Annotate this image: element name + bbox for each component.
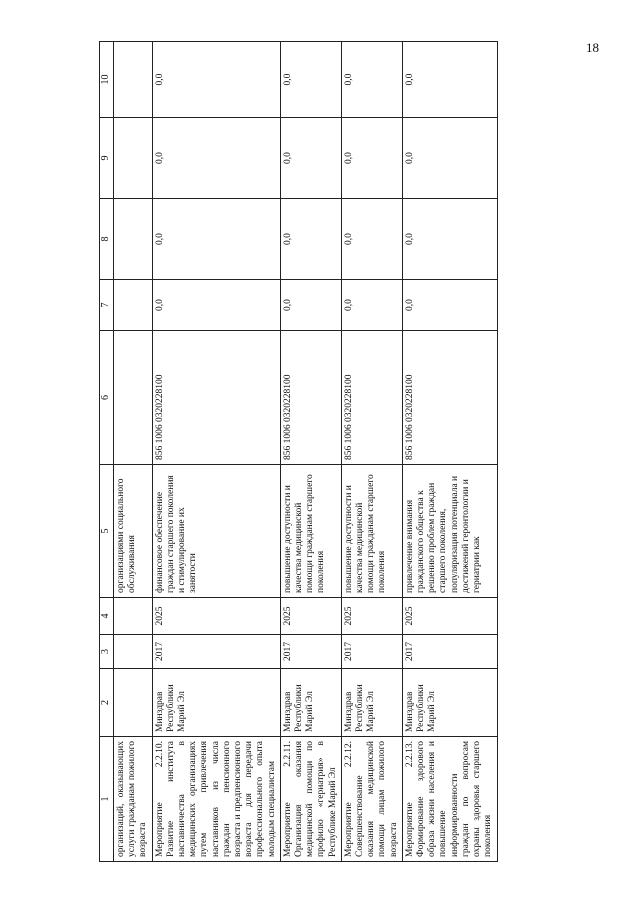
- program-table-rotated: [99, 42, 547, 862]
- cell-value-8: 0,0: [402, 199, 497, 280]
- cell-result: привлечение внимания гражданского общества к решению проблем граждан старшего поколения, популяризация потенциала и достижений геронтологии и гериатрии как: [402, 465, 497, 598]
- table-row: [341, 42, 402, 862]
- cell-value-10: 0,0: [280, 42, 341, 118]
- cell-end-year: 2025: [402, 598, 497, 635]
- cell-code: 856 1006 0320228100: [341, 331, 402, 465]
- cell-executor: Минздрав Республики Марий Эл: [341, 669, 402, 737]
- header-cell-3: 3: [100, 635, 114, 669]
- cell-start-year: 2017: [341, 635, 402, 669]
- cell-value-10: 0,0: [402, 42, 497, 118]
- cell-value-7: 0,0: [341, 280, 402, 331]
- cell-value-7: [114, 280, 153, 331]
- header-cell-1: 1: [100, 737, 114, 862]
- cell-value-8: 0,0: [341, 199, 402, 280]
- cell-start-year: [114, 635, 153, 669]
- page-number: 18: [586, 40, 599, 55]
- header-cell-4: 4: [100, 598, 114, 635]
- header-cell-2: 2: [100, 669, 114, 737]
- table-row: [152, 42, 280, 862]
- cell-start-year: 2017: [402, 635, 497, 669]
- cell-value-8: 0,0: [280, 199, 341, 280]
- cell-value-9: 0,0: [341, 118, 402, 199]
- cell-value-9: 0,0: [402, 118, 497, 199]
- cell-code: 856 1006 0320228100: [280, 331, 341, 465]
- cell-measure: Мероприятие 2.2.11. Организация оказания медицинской помощи по профилю «гериатрия» в Республике Марий Эл: [280, 737, 341, 862]
- header-cell-5: 5: [100, 465, 114, 598]
- table-row: [114, 42, 153, 862]
- cell-measure: Мероприятие 2.2.10. Развитие института наставничества в медицинских организациях путем привлечения наставников из числа граждан пенсионного возраста и предпенсионного возраста для передачи профессионального опыта молодым специалистам: [152, 737, 280, 862]
- cell-value-9: [114, 118, 153, 199]
- header-cell-9: 9: [100, 118, 114, 199]
- table-row: [280, 42, 341, 862]
- header-cell-10: 10: [100, 42, 114, 118]
- header-cell-8: 8: [100, 199, 114, 280]
- cell-result: повышение доступности и качества медицинской помощи гражданам старшего поколения: [280, 465, 341, 598]
- cell-value-8: [114, 199, 153, 280]
- cell-value-7: 0,0: [402, 280, 497, 331]
- program-table: [99, 41, 498, 862]
- cell-end-year: 2025: [280, 598, 341, 635]
- cell-executor: Минздрав Республики Марий Эл: [402, 669, 497, 737]
- cell-value-10: [114, 42, 153, 118]
- cell-executor: Минздрав Республики Марий Эл: [152, 669, 280, 737]
- cell-value-9: 0,0: [280, 118, 341, 199]
- cell-end-year: [114, 598, 153, 635]
- cell-code: [114, 331, 153, 465]
- table-row: [402, 42, 497, 862]
- cell-value-10: 0,0: [152, 42, 280, 118]
- cell-value-7: 0,0: [152, 280, 280, 331]
- cell-end-year: 2025: [152, 598, 280, 635]
- cell-start-year: 2017: [280, 635, 341, 669]
- cell-measure: организаций, оказывающих услуги гражданам пожилого возраста: [114, 737, 153, 862]
- header-cell-6: 6: [100, 331, 114, 465]
- cell-measure: Мероприятие 2.2.13. Формирование здорового образа жизни населения и повышение информированности граждан по вопросам охраны здоровья старшего поколения: [402, 737, 497, 862]
- cell-executor: [114, 669, 153, 737]
- header-cell-7: 7: [100, 280, 114, 331]
- cell-measure: Мероприятие 2.2.12. Совершенствование оказания медицинской помощи лицам пожилого возраста: [341, 737, 402, 862]
- cell-value-8: 0,0: [152, 199, 280, 280]
- cell-value-7: 0,0: [280, 280, 341, 331]
- cell-code: 856 1006 0320228100: [152, 331, 280, 465]
- cell-value-9: 0,0: [152, 118, 280, 199]
- cell-executor: Минздрав Республики Марий Эл: [280, 669, 341, 737]
- cell-result: организациями социального обслуживания: [114, 465, 153, 598]
- cell-end-year: 2025: [341, 598, 402, 635]
- cell-result: повышение доступности и качества медицинской помощи гражданам старшего поколения: [341, 465, 402, 598]
- cell-start-year: 2017: [152, 635, 280, 669]
- cell-value-10: 0,0: [341, 42, 402, 118]
- cell-result: финансовое обеспечение граждан старшего поколения и стимулирование их занятости: [152, 465, 280, 598]
- cell-code: 856 1006 0320228100: [402, 331, 497, 465]
- header-row: [100, 42, 114, 862]
